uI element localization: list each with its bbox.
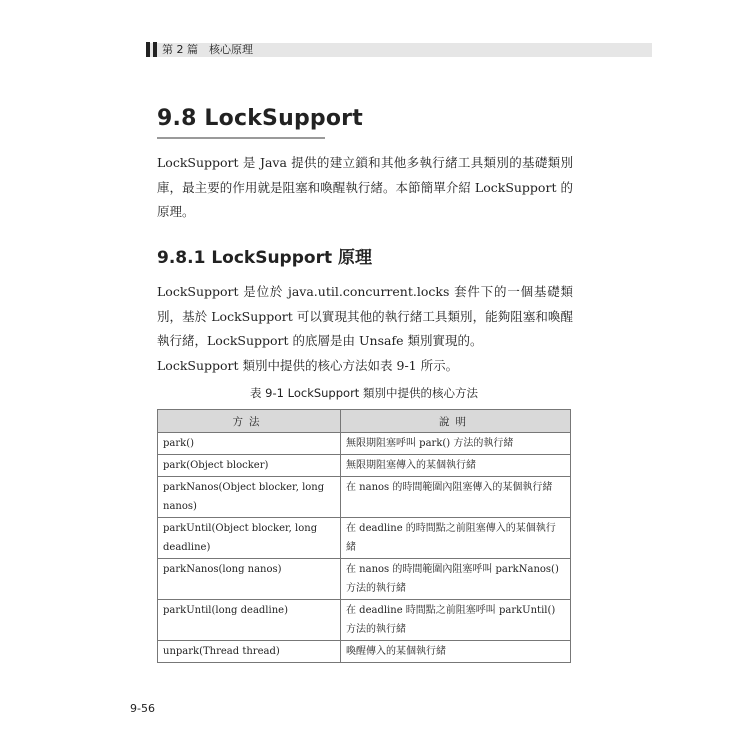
- description-cell: 在 deadline 時間點之前阻塞呼叫 parkUntil() 方法的執行緒: [341, 600, 571, 641]
- description-cell: 在 deadline 的時間點之前阻塞傳入的某個執行緒: [341, 518, 571, 559]
- table-header-description: 說明: [341, 410, 571, 433]
- description-cell: 無限期阻塞呼叫 park() 方法的執行緒: [341, 433, 571, 455]
- page-number: 9-56: [130, 702, 155, 715]
- table-row: [158, 433, 571, 455]
- section-title: 9.8 LockSupport: [157, 106, 363, 131]
- subsection-paragraph-1: LockSupport 是位於 java.util.concurrent.locks 套件下的一個基礎類別，基於 LockSupport 可以實現其他的執行緒工具類別，能夠阻塞和喚醒執行緒，LockSupport 的底層是由 Unsafe 類別實現的。: [157, 284, 573, 348]
- method-cell: parkNanos(Object blocker, long nanos): [158, 477, 341, 518]
- method-cell: unpark(Thread thread): [158, 641, 341, 663]
- description-cell: 無限期阻塞傳入的某個執行緒: [341, 455, 571, 477]
- method-cell: park(): [158, 433, 341, 455]
- subsection-title: 9.8.1 LockSupport 原理: [157, 248, 373, 268]
- table-row: [158, 600, 571, 641]
- section-intro-paragraph: LockSupport 是 Java 提供的建立鎖和其他多執行緒工具類別的基礎類別庫，最主要的作用就是阻塞和喚醒執行緒。本節簡單介紹 LockSupport 的原理。: [157, 155, 573, 219]
- table-row: [158, 641, 571, 663]
- description-cell: 喚醒傳入的某個執行緒: [341, 641, 571, 663]
- running-header-marks: [146, 42, 157, 57]
- method-cell: parkUntil(long deadline): [158, 600, 341, 641]
- table-caption: 表 9-1 LockSupport 類別中提供的核心方法: [250, 386, 478, 400]
- table-header-method: 方法: [158, 410, 341, 433]
- table-row: [158, 455, 571, 477]
- description-cell: 在 nanos 的時間範圍內阻塞呼叫 parkNanos() 方法的執行緒: [341, 559, 571, 600]
- table-header-row: [158, 410, 571, 433]
- table-row: [158, 518, 571, 559]
- method-cell: parkUntil(Object blocker, long deadline): [158, 518, 341, 559]
- method-cell: parkNanos(long nanos): [158, 559, 341, 600]
- running-header-chapter: 第 2 篇 核心原理: [162, 43, 253, 56]
- description-cell: 在 nanos 的時間範圍內阻塞傳入的某個執行緒: [341, 477, 571, 518]
- table-row: [158, 559, 571, 600]
- table-row: [158, 477, 571, 518]
- methods-table: [157, 409, 571, 663]
- section-title-underline: [157, 137, 325, 139]
- subsection-paragraph-2: LockSupport 類別中提供的核心方法如表 9-1 所示。: [157, 358, 459, 373]
- method-cell: park(Object blocker): [158, 455, 341, 477]
